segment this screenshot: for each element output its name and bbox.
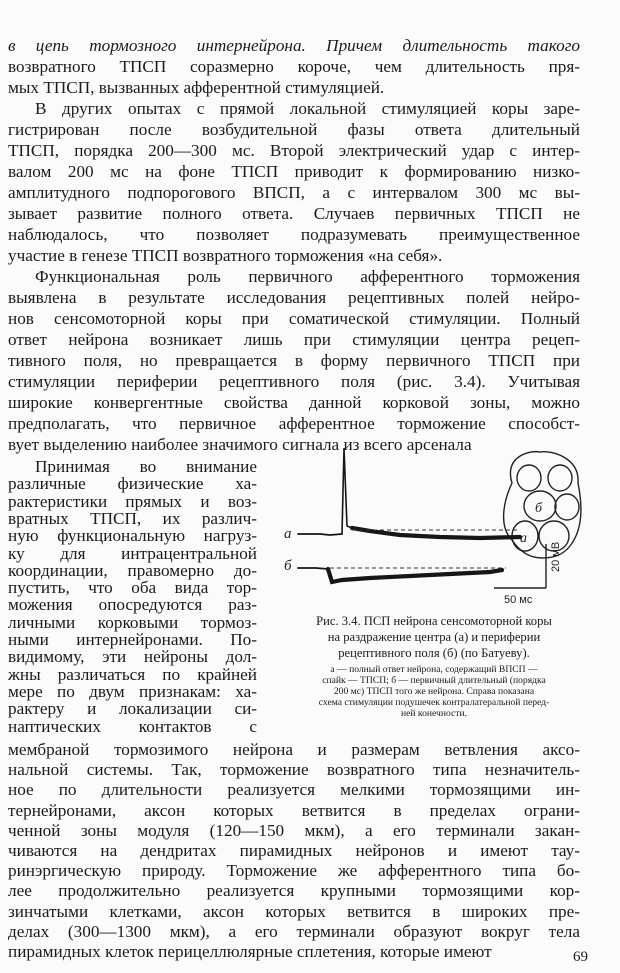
text-line: валом 200 мс на фоне ТПСП приводит к формированию низко- (8, 162, 580, 181)
text-line: ное по длительности реализуется мелкими тормозящими ин- (8, 780, 580, 800)
text-line: жны различаться по крайней (8, 664, 257, 684)
trace-b-label: б (284, 558, 292, 574)
text-line: участие в генезе ТПСП возвратного торможения «на себя». (8, 246, 443, 265)
text-line: координации, правомерно до- (8, 560, 257, 580)
label-b-scheme: б (535, 501, 543, 516)
figure-caption-note: спайк — ТПСП; б — первичный длительный (порядка (322, 675, 546, 686)
text-line: ную функциональную нагруз- (8, 526, 257, 546)
label-a-scheme: а (520, 531, 527, 546)
text-line: предполагать, что первичное афферентное торможение способст- (8, 414, 580, 433)
text-line: Принимая во внимание (35, 457, 257, 476)
text-line: мембраной тормозимого нейрона и размерам ветвления аксо- (8, 740, 580, 759)
text-line: выявлена в результате исследования рецептивных полей нейро- (8, 288, 580, 307)
text-line: чиваются на дендритах пирамидных нейронов и имеют тау- (8, 841, 580, 860)
trace-a (298, 448, 520, 538)
text-line: личными корковыми тормоз- (8, 612, 257, 632)
text-line: в цепь тормозного интернейрона. Причем длительность такого (8, 36, 580, 55)
figure-3-4 (280, 448, 590, 613)
text-line: зинчатыми клетками, аксон которых ветвится в широких пре- (8, 901, 580, 921)
finger-pad-scheme (504, 452, 581, 558)
text-line: Функциональная роль первичного афферентного торможения (35, 267, 580, 286)
trace-b (298, 568, 502, 582)
figure-caption-title: рецептивного поля (б) (по Батуеву). (338, 646, 530, 660)
trace-a-label: а (284, 526, 292, 542)
figure-caption-note: ней конечности. (400, 708, 468, 719)
figure-caption-note: 200 мс) ТПСП того же нейрона. Справа показана (333, 686, 535, 697)
text-line: рактеру и локализации си- (8, 699, 257, 719)
text-line: ку для интрацентральной (8, 543, 257, 563)
text-line: мых ТПСП, вызванных афферентной стимуляцией. (8, 78, 385, 97)
text-line: можения опосредуются раз- (8, 595, 257, 615)
text-line: пустить, что оба вида тор- (8, 578, 257, 598)
scale-label-voltage: 20 мВ (550, 541, 562, 572)
text-line: видимому, эти нейроны дол- (8, 647, 257, 667)
figure-caption-note: а — полный ответ нейрона, содержащий ВПСП — (330, 664, 538, 675)
text-line: делах (300—1300 мкм), а его терминали образуют вокруг тела (8, 921, 580, 941)
text-line: возвратного ТПСП соразмерно короче, чем длительность пря- (8, 57, 580, 76)
text-line: ответ нейрона возникает лишь при стимуляции центра рецеп- (8, 330, 580, 349)
text-line: тивного поля, но превращается в форму первичного ТПСП при (8, 351, 580, 370)
text-line: ринэргическую природу. Торможение же афферентного типа бо- (8, 861, 580, 881)
text-line: вратных ТПСП, их различ- (8, 508, 257, 528)
text-line: амплитудного подпорогового ВПСП, а с интервалом 300 мс вы- (8, 183, 580, 202)
text-line: различные физические ха- (8, 474, 257, 494)
text-line: ными интернейронами. По- (8, 630, 257, 649)
page-number: 69 (573, 949, 588, 965)
text-line: гистрирован после возбудительной фазы ответа длительный (8, 120, 580, 139)
text-line: нов сенсомоторной коры при соматической стимуляции. Полный (8, 309, 580, 328)
text-line: нальной системы. Так, торможение возвратного типа незначитель- (8, 760, 580, 780)
text-line: стимуляции периферии рецептивного поля (рис. 3.4). Учитывая (8, 372, 580, 391)
text-line: ТПСП, порядка 200—300 мс. Второй электрический удар с интер- (8, 141, 580, 160)
figure-caption-title: Рис. 3.4. ПСП нейрона сенсомоторной коры (316, 614, 552, 628)
text-line: тернейронами, аксон которых ветвится в пределах ограни- (8, 800, 580, 820)
scale-label-time: 50 мс (504, 594, 533, 606)
text-line: В других опытах с прямой локальной стимуляцией коры заре- (35, 99, 580, 118)
figure-caption-title: на раздражение центра (а) и периферии (327, 630, 541, 644)
text-line: зывает развитие полного ответа. Случаев первичных ТПСП не (8, 204, 580, 223)
text-line: рактеристики прямых и воз- (8, 491, 257, 511)
figure-caption-note: схема стимуляции подушечек контралатеральной перед- (318, 697, 550, 708)
text-line: мере по двум признакам: ха- (8, 681, 257, 701)
text-line: наблюдалось, что позволяет подразумевать преимущественное (8, 225, 580, 244)
text-line: наптических контактов с (8, 716, 257, 736)
text-line: широкие конвергентные свойства данной корковой зоны, можно (8, 393, 580, 412)
text-line: вует выделению наиболее значимого сигнала из всего арсенала (8, 435, 472, 454)
text-line: лее продолжительно реализуется крупными тормозящими кор- (8, 881, 580, 901)
text-line: пирамидных клеток перицеллюлярные сплетения, которые имеют (8, 942, 492, 961)
text-line: ченной зоны модуля (120—150 мкм), а его терминали закан- (8, 820, 580, 840)
